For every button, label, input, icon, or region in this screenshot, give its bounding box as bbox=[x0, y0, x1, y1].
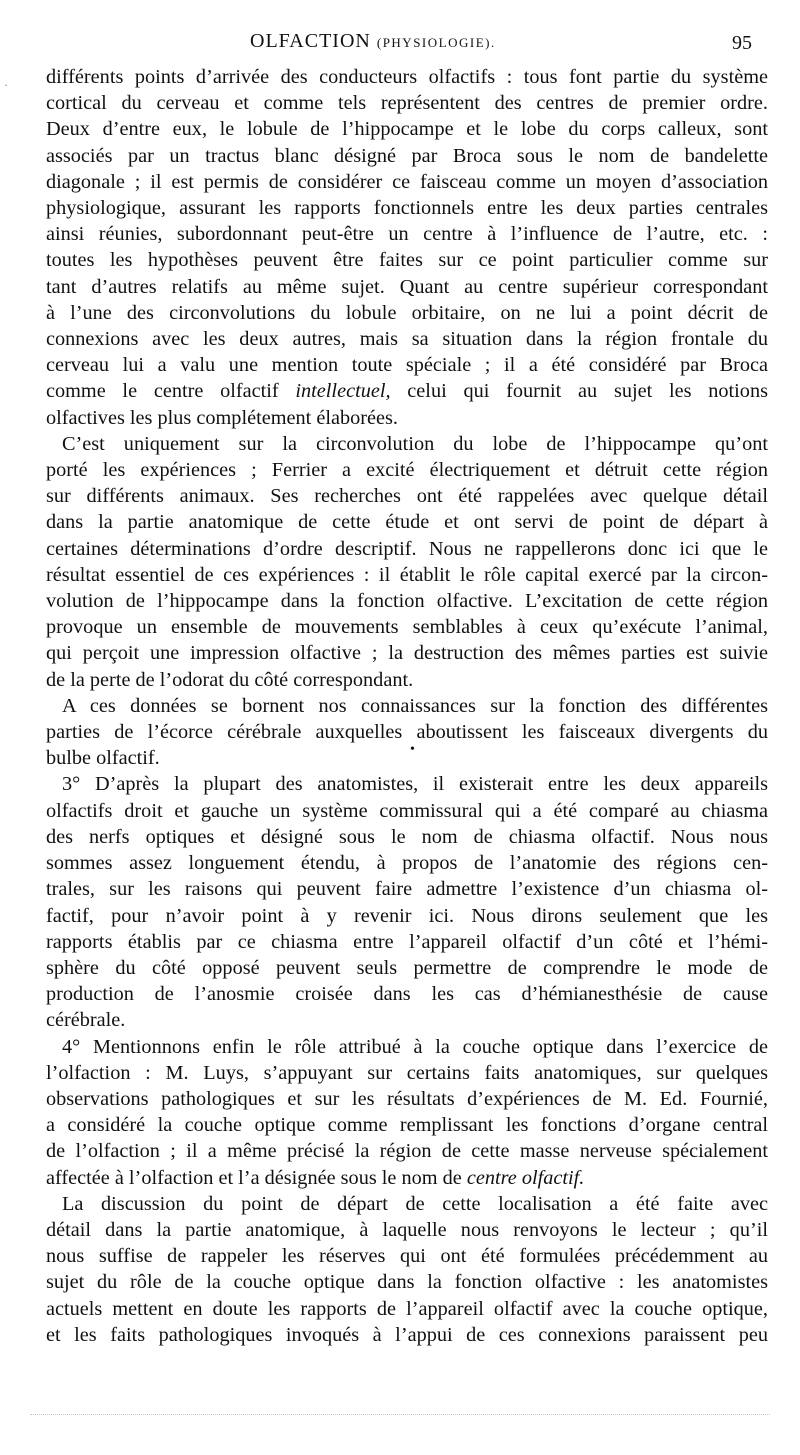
text-line: cortical du cerveau et comme tels représentent des centres de premier ordre. bbox=[46, 92, 768, 115]
text-line: sujet du rôle de la couche optique dans la fonction olfactive : les anatomistes bbox=[46, 1271, 768, 1294]
text-line: connexions avec les deux autres, mais sa situation dans la région frontale du bbox=[46, 328, 768, 351]
body-text bbox=[46, 64, 768, 1348]
text-line: C’est uniquement sur la circonvolution du lobe de l’hippocampe qu’ont bbox=[62, 432, 768, 455]
text-line: diagonale ; il est permis de considérer ce faisceau comme un moyen d’association bbox=[46, 170, 768, 193]
text-line: trales, sur les raisons qui peuvent faire admettre l’existence d’un chiasma ol- bbox=[46, 878, 768, 901]
page-header bbox=[0, 30, 800, 60]
text-line: l’olfaction : M. Luys, s’appuyant sur certains faits anatomiques, sur quelques bbox=[46, 1061, 768, 1084]
text-line: cerveau lui a valu une mention toute spéciale ; il a été considéré par Broca bbox=[46, 354, 768, 377]
text-line: Deux d’entre eux, le lobule de l’hippocampe et le lobe du corps calleux, sont bbox=[46, 118, 768, 141]
page-bottom-edge bbox=[30, 1414, 770, 1415]
text-line: production de l’anosmie croisée dans les cas d’hémianesthésie de cause bbox=[46, 983, 768, 1006]
text-line: provoque un ensemble de mouvements semblables à ceux qu’exécute l’animal, bbox=[46, 616, 768, 639]
text-line: a considéré la couche optique comme remplissant les fonctions d’organe central bbox=[46, 1114, 768, 1137]
text-line: nous suffise de rappeler les réserves qui ont été formulées précédemment au bbox=[46, 1245, 768, 1268]
text-line: de la perte de l’odorat du côté correspondant. bbox=[46, 668, 414, 691]
text-line: La discussion du point de départ de cette localisation a été faite avec bbox=[62, 1192, 768, 1215]
margin-mark: · bbox=[4, 78, 8, 92]
text-line: volution de l’hippocampe dans la fonction olfactive. L’excitation de cette région bbox=[46, 590, 768, 613]
text-line: différents points d’arrivée des conducteurs olfactifs : tous font partie du système bbox=[46, 66, 768, 88]
text-line: sphère du côté opposé peuvent seuls permettre de comprendre le mode de bbox=[46, 956, 768, 979]
text-line: porté les expériences ; Ferrier a excité électriquement et détruit cette région bbox=[46, 459, 768, 482]
text-line: de l’olfaction ; il a même précisé la région de cette masse nerveuse spécialement bbox=[46, 1140, 768, 1163]
text-line: rapports établis par ce chiasma entre l’appareil olfactif d’un côté et l’hémi- bbox=[46, 930, 768, 953]
ink-dot: • bbox=[410, 742, 415, 757]
text-line: actuels mettent en doute les rapports de l’appareil olfactif avec la couche optique, bbox=[46, 1297, 768, 1320]
text-line: à l’une des circonvolutions du lobule orbitaire, on ne lui a point décrit de bbox=[46, 301, 768, 324]
text-line: certaines déterminations d’ordre descriptif. Nous ne rappellerons donc ici que le bbox=[46, 537, 768, 560]
page-number: 95 bbox=[732, 32, 752, 54]
text-line: 3° D’après la plupart des anatomistes, il existerait entre les deux appareils bbox=[62, 773, 768, 796]
text-line: factif, pour n’avoir point à y revenir ici. Nous dirons seulement que les bbox=[46, 904, 768, 927]
text-line: des nerfs optiques et désigné sous le nom de chiasma olfactif. Nous nous bbox=[46, 825, 768, 848]
text-line: et les faits pathologiques invoqués à l’appui de ces connexions paraissent peu bbox=[46, 1323, 768, 1346]
text-line: résultat essentiel de ces expériences : il établit le rôle capital exercé par la circon- bbox=[46, 563, 768, 586]
text-line: détail dans la partie anatomique, à laquelle nous renvoyons le lecteur ; qu’il bbox=[46, 1218, 768, 1241]
text-line: dans la partie anatomique de cette étude et ont servi de point de départ à bbox=[46, 511, 768, 534]
text-line: 4° Mentionnons enfin le rôle attribué à la couche optique dans l’exercice de bbox=[62, 1035, 768, 1058]
text-line: observations pathologiques et sur les résultats d’expériences de M. Ed. Fournié, bbox=[46, 1087, 768, 1110]
text-line: affectée à l’olfaction et l’a désignée sous le nom de centre olfactif. bbox=[46, 1166, 585, 1189]
text-line: physiologique, assurant les rapports fonctionnels entre les deux parties centrales bbox=[46, 197, 768, 220]
text-line: bulbe olfactif. bbox=[46, 747, 160, 770]
running-title-main: OLFACTION bbox=[250, 30, 371, 52]
text-line: ainsi réunies, subordonnant peut-être un centre à l’influence de l’autre, etc. : bbox=[46, 223, 768, 246]
text-line: parties de l’écorce cérébrale auxquelles aboutissent les faisceaux divergents du bbox=[46, 721, 768, 744]
text-line: olfactives les plus complétement élaborées. bbox=[46, 406, 398, 429]
text-line: toutes les hypothèses peuvent être faites sur ce point particulier comme sur bbox=[46, 249, 768, 272]
text-line: olfactifs droit et gauche un système commissural qui a été comparé au chiasma bbox=[46, 799, 768, 822]
text-line: sommes assez longuement étendu, à propos de l’anatomie des régions cen- bbox=[46, 852, 768, 875]
running-title-sub: (PHYSIOLOGIE). bbox=[376, 35, 496, 50]
text-line: qui perçoit une impression olfactive ; la destruction des mêmes parties est suivie bbox=[46, 642, 768, 665]
text-line: sur différents animaux. Ses recherches ont été rappelées avec quelque détail bbox=[46, 485, 768, 508]
text-line: A ces données se bornent nos connaissances sur la fonction des différentes bbox=[62, 694, 768, 717]
running-title bbox=[250, 30, 496, 53]
text-line: comme le centre olfactif intellectuel, celui qui fournit au sujet les notions bbox=[46, 380, 768, 403]
text-line: tant d’autres relatifs au même sujet. Quant au centre supérieur correspondant bbox=[46, 275, 768, 298]
text-line: cérébrale. bbox=[46, 1009, 126, 1032]
text-line: associés par un tractus blanc désigné par Broca sous le nom de bandelette bbox=[46, 144, 768, 167]
